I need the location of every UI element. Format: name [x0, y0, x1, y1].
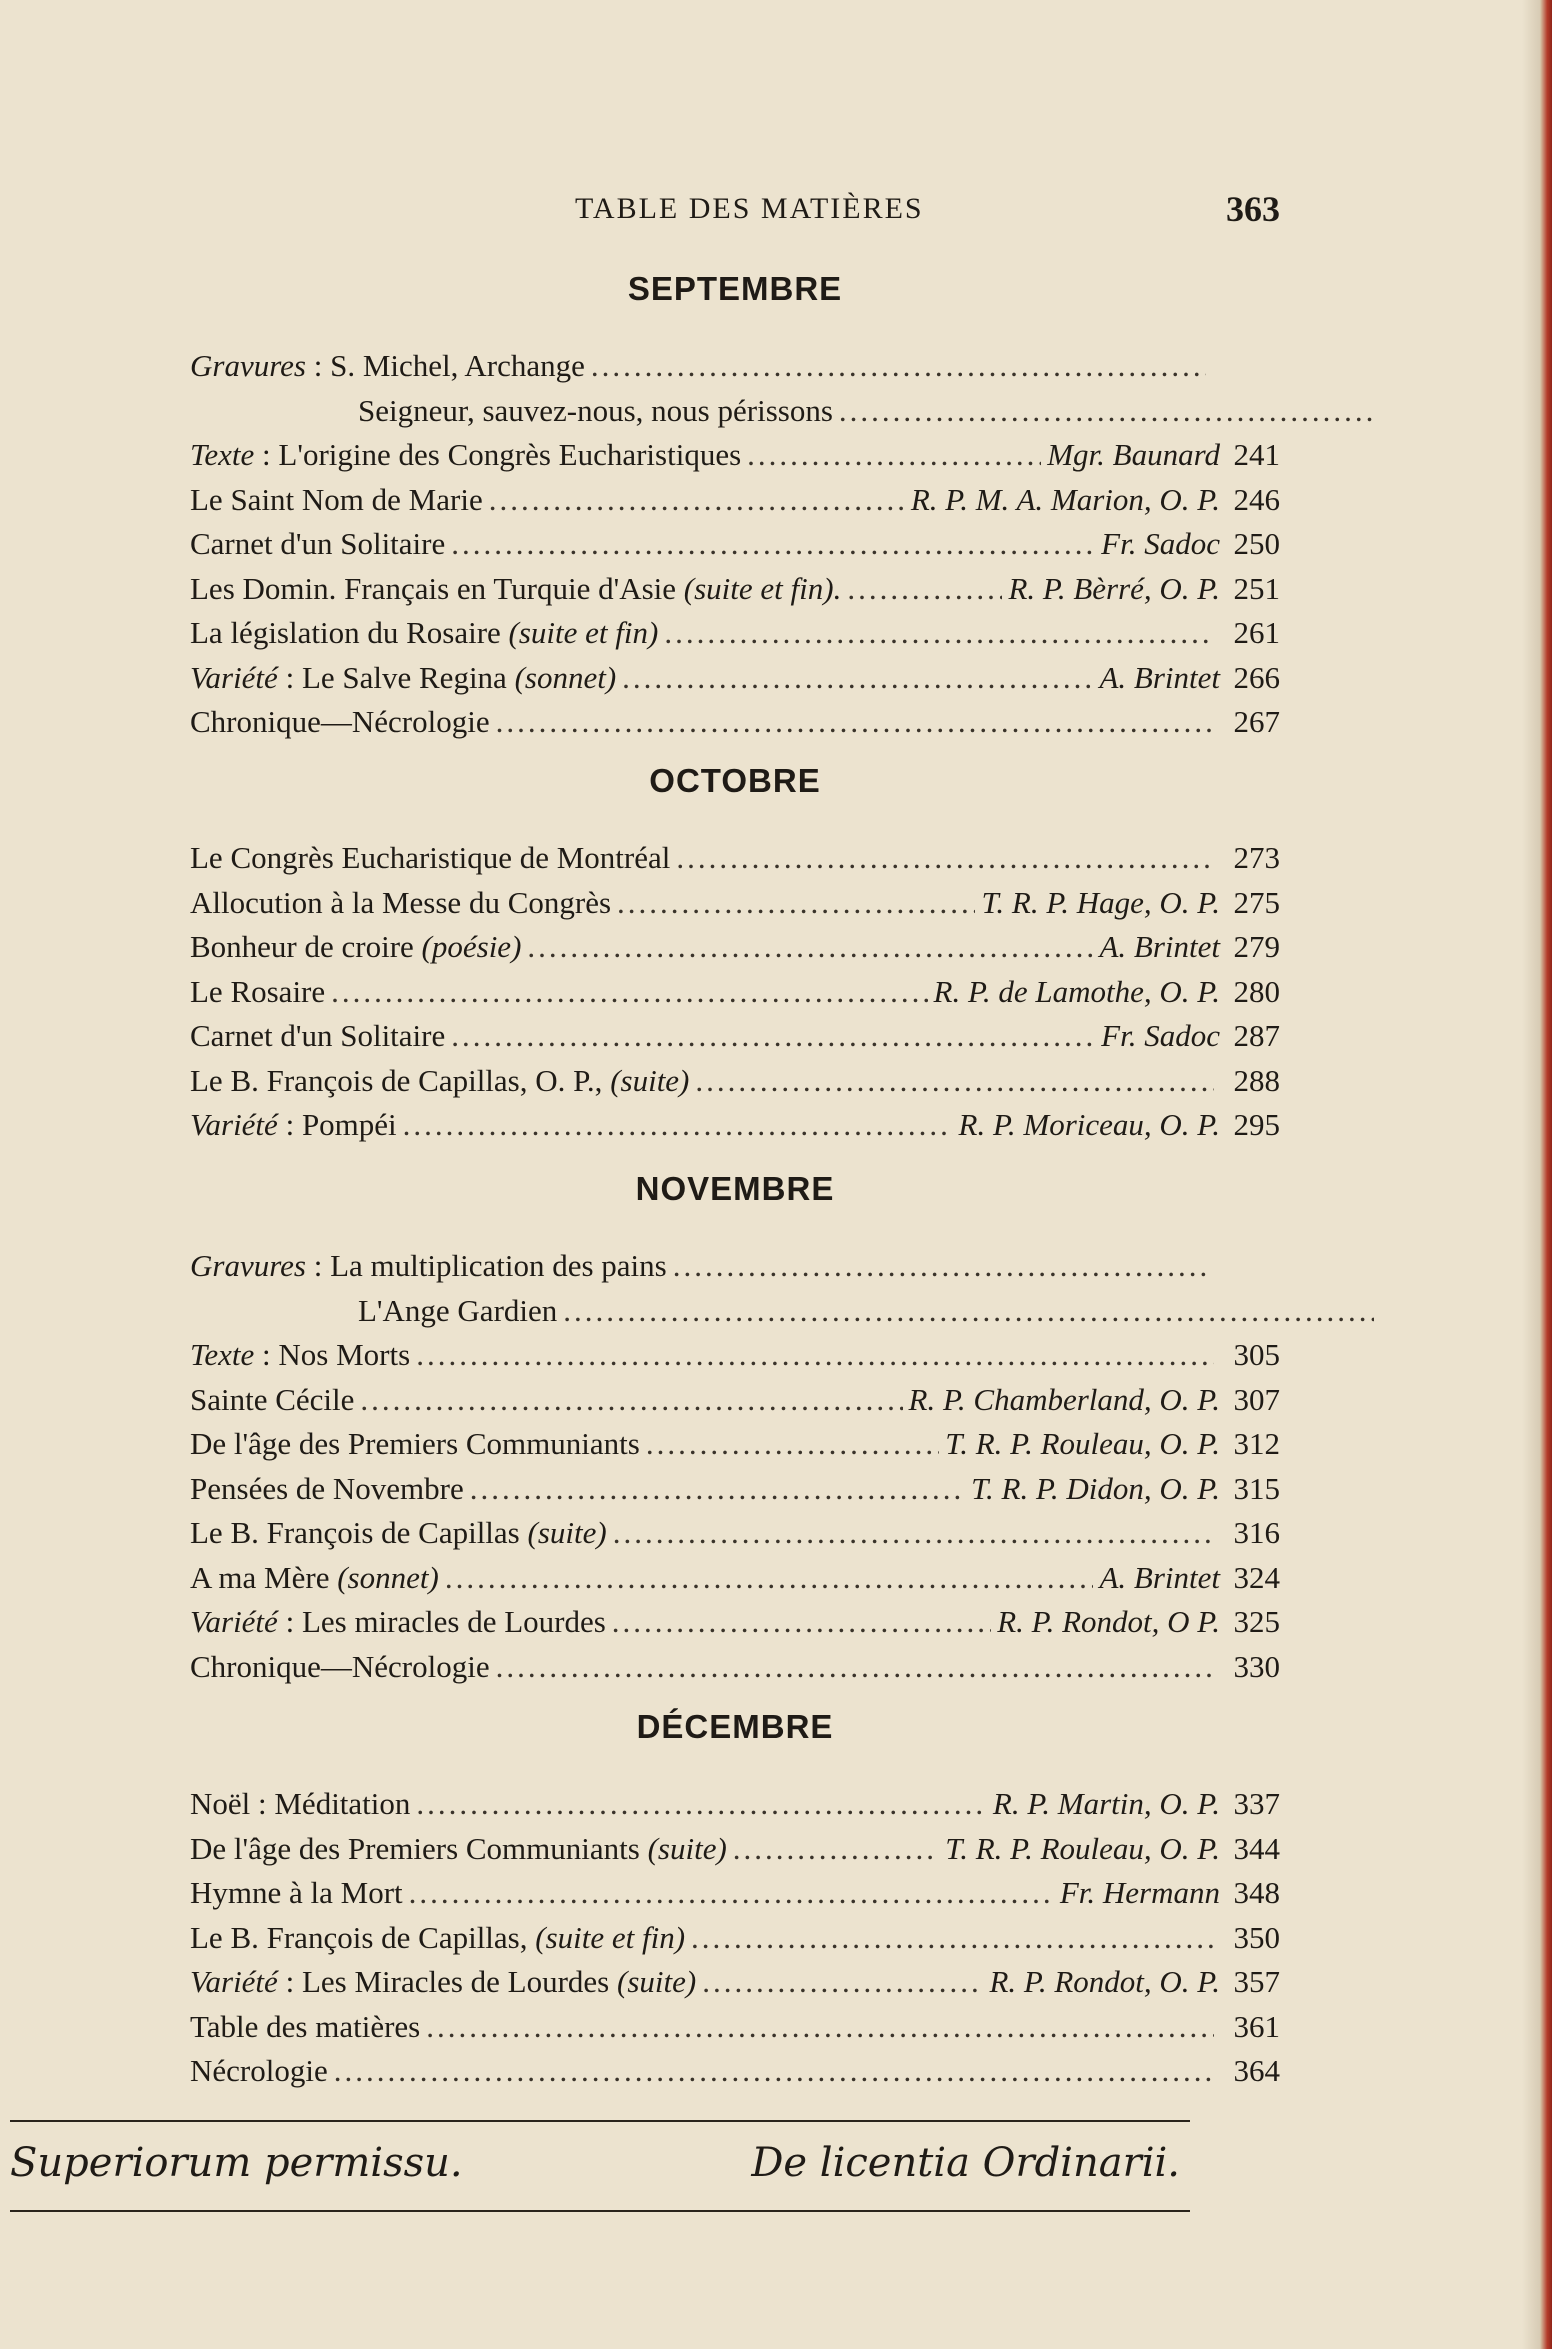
dot-leader	[695, 1063, 1214, 1099]
dot-leader	[664, 615, 1214, 651]
entry-text: Les Domin. Français en Turquie d'Asie	[190, 570, 677, 606]
dot-leader	[613, 1515, 1214, 1551]
entry-page: 287	[1233, 1018, 1280, 1053]
toc-entry	[190, 1515, 1280, 1559]
entry-page: 251	[1233, 570, 1280, 606]
entry-page: 312	[1233, 1426, 1280, 1461]
toc-entry	[190, 974, 1280, 1018]
entry-author: T. R. P. Didon, O. P.	[971, 1470, 1220, 1506]
entry-note: (poésie)	[421, 929, 522, 964]
entry-author: A. Brintet	[1099, 1559, 1220, 1595]
dot-leader	[334, 2053, 1214, 2089]
dot-leader	[360, 1382, 902, 1418]
entry-title	[190, 1649, 490, 1685]
month-heading: NOVEMBRE	[635, 1170, 835, 1207]
toc-entry	[190, 1063, 1280, 1107]
entry-text: Bonheur de croire	[190, 929, 414, 964]
dot-leader	[839, 393, 1374, 429]
toc-entry	[190, 1604, 1280, 1648]
entry-prefix: Variété	[190, 659, 278, 695]
entry-title	[190, 929, 521, 965]
toc-entry	[190, 1382, 1280, 1426]
entry-page: 241	[1233, 437, 1280, 472]
dot-leader	[416, 1337, 1214, 1373]
entry-page: 361	[1233, 2008, 1280, 2044]
dot-leader	[591, 348, 1206, 384]
dot-leader	[496, 704, 1214, 740]
dot-leader	[470, 1471, 965, 1507]
entry-page: 307	[1233, 1381, 1280, 1417]
entry-page: 316	[1233, 1515, 1280, 1550]
entry-text: Le Salve Regina	[301, 659, 507, 695]
dot-leader	[451, 526, 1095, 562]
toc-entry	[190, 660, 1280, 704]
toc-entry	[190, 2053, 1280, 2097]
dot-leader	[409, 1875, 1054, 1911]
entry-prefix: Variété	[190, 1107, 278, 1142]
entry-title	[190, 2009, 420, 2045]
entry-note: (suite)	[527, 1515, 607, 1550]
entry-text: Nécrologie	[190, 2053, 328, 2088]
toc-entry	[190, 1018, 1280, 1062]
dot-leader	[451, 1018, 1095, 1054]
entry-text: Sainte Cécile	[190, 1381, 355, 1417]
entry-author: T. R. P. Rouleau, O. P.	[945, 1830, 1220, 1866]
entry-text: De l'âge des Premiers Communiants	[190, 1426, 640, 1461]
entry-title: Variété : Le Salve Regina (sonnet)	[190, 659, 617, 695]
entry-text: Allocution à la Messe du Congrès	[190, 884, 612, 920]
footer-rule-top	[10, 2120, 1190, 2122]
toc-entry	[190, 2009, 1280, 2053]
entry-note: (suite et fin)	[508, 615, 659, 650]
entry-title	[190, 1382, 354, 1418]
entry-page: 246	[1233, 481, 1280, 517]
entry-text: Noël : Méditation	[190, 1786, 411, 1821]
entry-author: A. Brintet	[1099, 929, 1220, 964]
entry-text: S. Michel, Archange	[330, 348, 585, 383]
entry-note: (suite)	[647, 1830, 727, 1866]
entry-text: Table des matières	[190, 2008, 421, 2044]
toc-entry	[190, 1875, 1280, 1919]
entry-title	[190, 1560, 439, 1596]
dot-leader	[733, 1831, 940, 1867]
entry-author: R. P. de Lamothe, O. P.	[933, 973, 1220, 1009]
dot-leader	[702, 1964, 983, 2000]
entry-page: 324	[1233, 1559, 1280, 1595]
entry-title	[190, 571, 841, 607]
dot-leader	[563, 1293, 1374, 1329]
entry-title	[190, 1426, 640, 1462]
toc-entry	[190, 482, 1280, 526]
footer-licence: De licentia Ordinarii.	[751, 2140, 1180, 2186]
dot-leader	[489, 482, 905, 518]
entry-author: Mgr. Baunard	[1047, 437, 1220, 472]
dot-leader	[527, 929, 1093, 965]
toc-entry	[190, 437, 1280, 481]
entry-title	[190, 974, 325, 1010]
toc-entry	[190, 704, 1280, 748]
entry-note: (suite)	[610, 1062, 690, 1098]
dot-leader	[691, 1920, 1214, 1956]
dot-leader	[331, 974, 927, 1010]
entry-author: Fr. Sadoc	[1101, 526, 1220, 561]
toc-entry	[190, 1248, 1272, 1292]
entry-author: R. P. Rondot, O. P.	[989, 1964, 1220, 1999]
toc-entry	[190, 615, 1280, 659]
page-fold-shadow	[1522, 0, 1540, 2349]
entry-page: 348	[1233, 1875, 1280, 1910]
entry-text: Nos Morts	[278, 1337, 411, 1372]
entry-title	[190, 615, 658, 651]
dot-leader	[445, 1560, 1094, 1596]
entry-note: (suite et fin)	[535, 1919, 686, 1955]
entry-title	[358, 393, 833, 429]
entry-text: Pensées de Novembre	[190, 1470, 464, 1506]
toc-entry	[190, 1107, 1280, 1151]
entry-text: Le Saint Nom de Marie	[190, 481, 483, 517]
entry-text: L'origine des Congrès Eucharistiques	[278, 437, 742, 472]
toc-entry	[190, 1964, 1280, 2008]
entry-title	[190, 482, 483, 518]
entry-page: 350	[1233, 1919, 1280, 1955]
dot-leader	[673, 1248, 1206, 1284]
entry-page: 280	[1233, 973, 1280, 1009]
entry-text: Le B. François de Capillas, O. P.,	[190, 1062, 603, 1098]
entry-text: Chronique—Nécrologie	[190, 704, 490, 739]
entry-author: Fr. Sadoc	[1101, 1018, 1220, 1053]
entry-page: 344	[1233, 1830, 1280, 1866]
entry-prefix: Variété	[190, 1604, 278, 1639]
entry-text: Hymne à la Mort	[190, 1875, 403, 1910]
entry-title	[190, 1831, 727, 1867]
entry-author: R. P. Bèrré, O. P.	[1008, 570, 1220, 606]
entry-text: Pompéi	[301, 1107, 397, 1142]
entry-title	[190, 526, 445, 562]
entry-author: T. R. P. Hage, O. P.	[981, 884, 1220, 920]
toc-entry	[190, 1560, 1280, 1604]
entry-page: 288	[1233, 1062, 1280, 1098]
entry-title	[190, 1471, 464, 1507]
entry-text: La législation du Rosaire	[190, 615, 501, 650]
dot-leader	[847, 571, 1002, 607]
footer-permission: Superiorum permissu.	[10, 2140, 463, 2186]
entry-note: (sonnet)	[337, 1559, 439, 1595]
entry-page: 330	[1233, 1648, 1280, 1684]
entry-note: (suite et fin).	[683, 570, 842, 606]
entry-text: Les miracles de Lourdes	[301, 1604, 606, 1639]
entry-page: 364	[1233, 2053, 1280, 2088]
entry-title	[190, 1063, 689, 1099]
entry-page: 250	[1233, 526, 1280, 561]
toc-entry	[190, 1786, 1280, 1830]
entry-prefix: Variété	[190, 1964, 278, 1999]
entry-page: 295	[1233, 1107, 1280, 1142]
entry-title	[190, 2053, 328, 2089]
entry-page: 305	[1233, 1337, 1280, 1372]
entry-page: 267	[1233, 704, 1280, 739]
entry-title	[190, 840, 670, 876]
dot-leader	[426, 2009, 1214, 2045]
toc-entry	[190, 348, 1272, 392]
toc-entry	[190, 929, 1280, 973]
entry-author: Fr. Hermann	[1059, 1875, 1220, 1910]
entry-text: Chronique—Nécrologie	[190, 1648, 490, 1684]
entry-title: Variété : Les miracles de Lourdes	[190, 1604, 606, 1639]
entry-author: A. Brintet	[1099, 659, 1220, 695]
toc-entry	[190, 885, 1280, 929]
entry-title	[190, 1786, 410, 1822]
entry-title	[190, 1018, 445, 1054]
toc-entry	[190, 1649, 1280, 1693]
entry-text: Le Congrès Eucharistique de Montréal	[190, 840, 671, 875]
toc-entry	[358, 1293, 1440, 1337]
month-heading: SEPTEMBRE	[627, 270, 843, 307]
entry-text: Les Miracles de Lourdes	[301, 1964, 610, 1999]
entry-text: Carnet d'un Solitaire	[190, 1018, 446, 1053]
entry-title	[190, 885, 611, 921]
footer	[10, 2140, 1180, 2200]
toc-entry	[190, 1426, 1280, 1470]
month-heading: DÉCEMBRE	[636, 1708, 834, 1745]
entry-text: A ma Mère	[190, 1559, 330, 1595]
entry-page: 275	[1233, 884, 1280, 920]
toc-entry	[190, 1920, 1280, 1964]
entry-page: 337	[1233, 1786, 1280, 1821]
dot-leader	[617, 885, 975, 921]
toc-entry	[190, 526, 1280, 570]
entry-text: Seigneur, sauvez-nous, nous périssons	[358, 392, 833, 428]
dot-leader	[612, 1604, 991, 1640]
entry-title	[190, 704, 490, 740]
entry-note: (suite)	[617, 1964, 697, 1999]
entry-page: 325	[1233, 1604, 1280, 1639]
toc-entry	[190, 1831, 1280, 1875]
entry-title: Gravures : S. Michel, Archange	[190, 348, 585, 383]
dot-leader	[676, 840, 1214, 876]
entry-title: Variété : Pompéi	[190, 1107, 397, 1142]
entry-text: Carnet d'un Solitaire	[190, 526, 446, 561]
entry-author: R. P. Martin, O. P.	[992, 1786, 1220, 1821]
page-number: 363	[1226, 189, 1280, 229]
entry-author: T. R. P. Rouleau, O. P.	[945, 1426, 1220, 1461]
entry-text: La multiplication des pains	[330, 1248, 667, 1283]
entry-title	[190, 1920, 685, 1956]
entry-page: 273	[1233, 840, 1280, 875]
entry-text: Le B. François de Capillas	[190, 1515, 520, 1550]
entry-author: R. P. Rondot, O P.	[997, 1604, 1220, 1639]
entry-author: R. P. M. A. Marion, O. P.	[910, 481, 1220, 517]
dot-leader	[496, 1649, 1214, 1685]
entry-prefix: Texte	[190, 437, 255, 472]
toc-entry	[190, 840, 1280, 884]
entry-text: Le B. François de Capillas,	[190, 1919, 528, 1955]
page-header	[190, 188, 1280, 238]
entry-title	[190, 1515, 607, 1551]
entry-page: 357	[1233, 1964, 1280, 1999]
footer-rule-bottom	[10, 2210, 1190, 2212]
dot-leader	[403, 1107, 953, 1143]
page-edge	[1540, 0, 1552, 2349]
entry-page: 315	[1233, 1470, 1280, 1506]
entry-text: De l'âge des Premiers Communiants	[190, 1830, 640, 1866]
entry-author: R. P. Moriceau, O. P.	[958, 1107, 1220, 1142]
entry-page: 279	[1233, 929, 1280, 964]
entry-title	[358, 1293, 557, 1329]
dot-leader	[622, 660, 1093, 696]
entry-title: Texte : Nos Morts	[190, 1337, 411, 1372]
entry-title: Texte : L'origine des Congrès Eucharistiques	[190, 437, 742, 472]
dot-leader	[747, 437, 1041, 473]
dot-leader	[416, 1786, 987, 1822]
page-title: TABLE DES MATIÈRES	[575, 192, 924, 225]
dot-leader	[646, 1426, 939, 1462]
entry-prefix: Gravures	[190, 1248, 306, 1283]
entry-text: L'Ange Gardien	[358, 1292, 558, 1328]
toc-entry	[190, 1471, 1280, 1515]
entry-page: 266	[1233, 659, 1280, 695]
month-heading: OCTOBRE	[649, 762, 821, 799]
entry-prefix: Gravures	[190, 348, 306, 383]
entry-title: Variété : Les Miracles de Lourdes (suite)	[190, 1964, 697, 1999]
entry-title: Gravures : La multiplication des pains	[190, 1248, 667, 1283]
toc-entry	[358, 393, 1440, 437]
entry-prefix: Texte	[190, 1337, 255, 1372]
toc-entry	[190, 1337, 1280, 1381]
entry-note: (sonnet)	[514, 659, 617, 695]
entry-title	[190, 1875, 403, 1911]
toc-entry	[190, 571, 1280, 615]
entry-page: 261	[1233, 615, 1280, 650]
entry-text: Le Rosaire	[190, 973, 326, 1009]
entry-author: R. P. Chamberland, O. P.	[908, 1381, 1220, 1417]
